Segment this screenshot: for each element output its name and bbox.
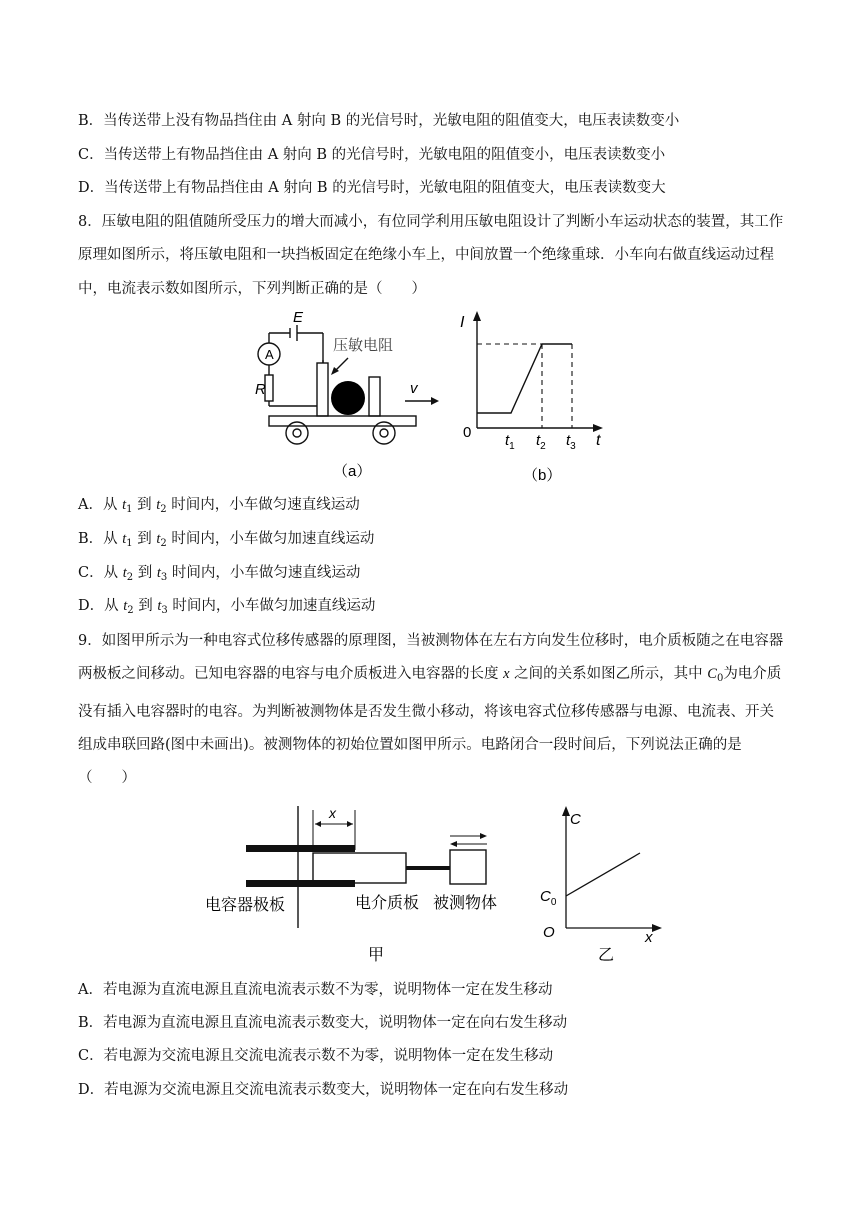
- q9-option-c: C．若电源为交流电源且交流电流表示数不为零，说明物体一定在发生移动: [78, 1048, 554, 1064]
- t2-tick-label: $t_2$: [536, 432, 546, 452]
- c-axis-label: C: [570, 811, 581, 828]
- dielectric-label: 电介质板: [355, 895, 420, 912]
- sensor-label: 压敏电阻: [333, 337, 394, 354]
- q7-option-b: B．当传送带上没有物品挡住由 A 射向 B 的光信号时，光敏电阻的阻值变大，电压表读数变小: [78, 113, 680, 129]
- x-axis-arrowhead: [652, 924, 662, 932]
- q7-option-c: C．当传送带上有物品挡住由 A 射向 B 的光信号时，光敏电阻的阻值变小，电压表读数变小: [78, 147, 666, 163]
- q7-option-d: D．当传送带上有物品挡住由 A 射向 B 的光信号时，光敏电阻的阻值变大，电压表读数变大: [78, 180, 666, 196]
- x-arrow-left: [315, 821, 321, 827]
- x-axis-label: x: [645, 929, 653, 946]
- c-axis-arrowhead: [562, 806, 570, 816]
- q9-option-b: B．若电源为直流电源且直流电流表示数变大，说明物体一定在向右发生移动: [78, 1015, 568, 1031]
- x-label: x: [329, 805, 336, 821]
- i-axis-label: I: [460, 314, 465, 331]
- origin-label: 0: [463, 424, 472, 441]
- q8-stem: 8．压敏电阻的阻值随所受压力的增大而减小，有位同学利用压敏电阻设计了判断小车运动状态的装置，其工作原理如图所示，将压敏电阻和一块挡板固定在绝缘小车上，中间放置一个绝缘重球．小车向右做直线运动过程中，电流表示数如图所示，下列判断正确的是（ ）: [78, 214, 784, 297]
- resistor-label: R: [255, 381, 266, 398]
- c0-label: $C_0$: [540, 888, 557, 908]
- upper-plate: [246, 845, 355, 852]
- plate-label: 电容器极板: [205, 897, 286, 914]
- i-axis-arrowhead: [473, 311, 481, 321]
- figure-a-caption: （a）: [333, 463, 372, 480]
- lower-plate: [246, 880, 355, 887]
- q8-option-b: B．从 $t_1$ 到 $t_2$ 时间内，小车做匀加速直线运动: [78, 531, 375, 549]
- t-axis-arrowhead: [593, 424, 603, 432]
- velocity-arrowhead: [431, 397, 439, 405]
- ammeter-label: A: [265, 347, 274, 362]
- t3-tick-label: $t_3$: [566, 432, 576, 452]
- q9-option-d: D．若电源为交流电源且交流电流表示数变大，说明物体一定在向右发生移动: [78, 1082, 569, 1098]
- heavy-ball: [331, 381, 365, 415]
- t-axis-label: t: [596, 432, 601, 449]
- q8-option-c: C．从 $t_2$ 到 $t_3$ 时间内，小车做匀速直线运动: [78, 565, 361, 583]
- emf-label: E: [293, 309, 304, 326]
- velocity-label: v: [410, 380, 418, 397]
- q9-figure-yi: [530, 800, 670, 970]
- move-arrow-left: [450, 841, 457, 847]
- q9-option-a: A．若电源为直流电源且直流电流表示数不为零，说明物体一定在发生移动: [78, 982, 553, 998]
- q8-figure-a: [255, 305, 440, 485]
- figure-yi-caption: 乙: [598, 947, 615, 964]
- q9-stem: 9．如图甲所示为一种电容式位移传感器的原理图，当被测物体在左右方向发生位移时，电介质板随之在电容器两极板之间移动。已知电容器的电容与电介质板进入电容器的长度 x 之间的关系如图乙所示，其中 $C_0$为电介质没有插入电容器时的电容。为判断被测物体是否发生微小移动，将该电容式位移传感器与电源、电流表、开关组成串联回路(图中未画出)。被测物体的初始位置如图甲所示。电路闭合一段时间后，下列说法正确的是（ ）: [78, 633, 784, 787]
- q8-figure-b: [455, 305, 615, 485]
- origin-o-label: O: [543, 924, 555, 941]
- t1-tick-label: $t_1$: [505, 432, 515, 452]
- figure-b-caption: （b）: [523, 467, 562, 484]
- move-arrow-right: [480, 833, 487, 839]
- x-arrow-right: [347, 821, 353, 827]
- q8-option-d: D．从 $t_2$ 到 $t_3$ 时间内，小车做匀加速直线运动: [78, 598, 376, 616]
- figure-jia-caption: 甲: [368, 947, 385, 964]
- q8-option-a: A．从 $t_1$ 到 $t_2$ 时间内，小车做匀速直线运动: [78, 497, 360, 515]
- object-label: 被测物体: [433, 895, 498, 912]
- q9-figure-jia: [200, 800, 510, 970]
